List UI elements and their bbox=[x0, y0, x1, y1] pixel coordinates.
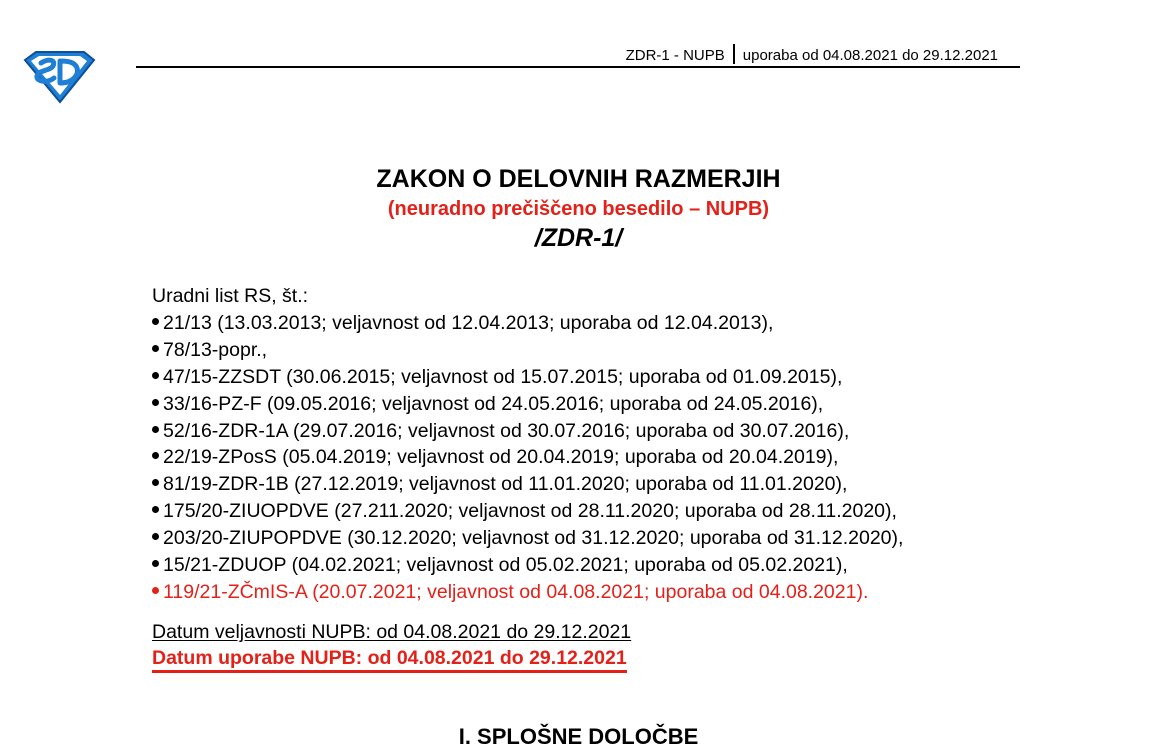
gazette-item-text: 175/20-ZIUOPDVE (27.211.2020; veljavnost od 28.11.2020; uporaba od 28.11.2020), bbox=[163, 500, 897, 523]
document-title: ZAKON O DELOVNIH RAZMERJIH bbox=[376, 165, 781, 193]
document-subtitle: (neuradno prečiščeno besedilo – NUPB) bbox=[387, 198, 770, 220]
usage-date: Datum uporabe NUPB: od 04.08.2021 do 29.12.2021 bbox=[152, 646, 627, 673]
gazette-item bbox=[152, 364, 903, 391]
header-doc-code: ZDR-1 - NUPB bbox=[625, 47, 725, 64]
bullet-icon bbox=[152, 399, 159, 406]
bullet-icon bbox=[152, 372, 159, 379]
gazette-list bbox=[152, 310, 903, 606]
bullet-icon bbox=[152, 452, 159, 459]
gazette-item bbox=[152, 391, 903, 418]
gazette-item-text: 119/21-ZČmIS-A (20.07.2021; veljavnost od 04.08.2021; uporaba od 04.08.2021). bbox=[163, 580, 869, 603]
header-usage-range: uporaba od 04.08.2021 do 29.12.2021 bbox=[742, 47, 998, 64]
dates-section bbox=[152, 619, 631, 673]
gazette-item-text: 78/13-popr., bbox=[163, 338, 268, 361]
bullet-icon bbox=[152, 479, 159, 486]
gazette-item bbox=[152, 337, 903, 364]
gazette-item bbox=[152, 525, 903, 552]
bullet-icon bbox=[152, 587, 159, 594]
gazette-heading: Uradni list RS, št.: bbox=[152, 285, 309, 307]
bullet-icon bbox=[152, 426, 159, 433]
chapter-title: I. SPLOŠNE DOLOČBE bbox=[458, 724, 699, 749]
gazette-item-text: 21/13 (13.03.2013; veljavnost od 12.04.2013; uporaba od 12.04.2013), bbox=[163, 311, 774, 334]
gazette-item-text: 203/20-ZIUPOPDVE (30.12.2020; veljavnost od 31.12.2020; uporaba od 31.12.2020), bbox=[163, 527, 904, 550]
gazette-item-text: 47/15-ZZSDT (30.06.2015; veljavnost od 15.07.2015; uporaba od 01.09.2015), bbox=[163, 365, 843, 388]
gazette-item bbox=[152, 579, 903, 606]
gazette-item-text: 15/21-ZDUOP (04.02.2021; veljavnost od 05.02.2021; uporaba od 05.02.2021), bbox=[163, 554, 848, 577]
bullet-icon bbox=[152, 560, 159, 567]
header-separator bbox=[733, 44, 735, 64]
gazette-item bbox=[152, 310, 903, 337]
gazette-item bbox=[152, 418, 903, 445]
validity-date: Datum veljavnosti NUPB: od 04.08.2021 do 29.12.2021 bbox=[152, 621, 632, 643]
gazette-section bbox=[152, 283, 903, 606]
logo-icon bbox=[22, 50, 96, 104]
page-header bbox=[136, 44, 1020, 68]
gazette-item bbox=[152, 552, 903, 579]
gazette-item bbox=[152, 498, 903, 525]
gazette-item bbox=[152, 444, 903, 471]
gazette-item bbox=[152, 471, 903, 498]
bullet-icon bbox=[152, 533, 159, 540]
bullet-icon bbox=[152, 506, 159, 513]
gazette-item-text: 52/16-ZDR-1A (29.07.2016; veljavnost od 30.07.2016; uporaba od 30.07.2016), bbox=[163, 419, 850, 442]
gazette-item-text: 22/19-ZPosS (05.04.2019; veljavnost od 20.04.2019; uporaba od 20.04.2019), bbox=[163, 446, 839, 469]
document-abbreviation: /ZDR-1/ bbox=[534, 224, 623, 252]
header-text bbox=[626, 44, 998, 65]
gazette-item-text: 33/16-PZ-F (09.05.2016; veljavnost od 24.05.2016; uporaba od 24.05.2016), bbox=[163, 392, 824, 415]
bullet-icon bbox=[152, 318, 159, 325]
gazette-item-text: 81/19-ZDR-1B (27.12.2019; veljavnost od 11.01.2020; uporaba od 11.01.2020), bbox=[163, 473, 848, 496]
bullet-icon bbox=[152, 345, 159, 352]
